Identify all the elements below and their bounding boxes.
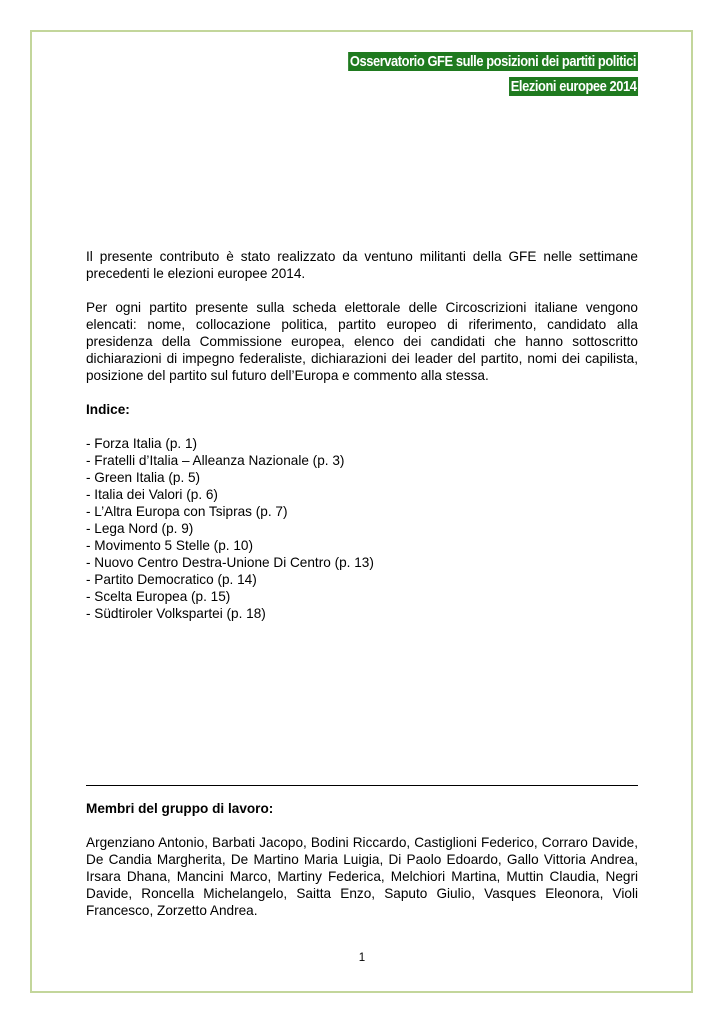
index-item: - Italia dei Valori (p. 6) (86, 487, 218, 502)
index-heading: Indice: (86, 402, 130, 417)
members-names: Argenziano Antonio, Barbati Jacopo, Bodini Riccardo, Castiglioni Federico, Corraro Davide, De Candia Margherita, De Martino Maria Luigia, Di Paolo Edoardo, Gallo Vittoria Andrea, Irsara Dhana, Mancini Marco, Martiny Federica, Melchiori Martina, Muttin Claudia, Negri Davide, Roncella Michelangelo, Saitta Enzo, Saputo Giulio, Vasques Eleonora, Violi Francesco, Zorzetto Andrea. (86, 835, 638, 918)
index-item: - L’Altra Europa con Tsipras (p. 7) (86, 504, 288, 519)
index-item: - Green Italia (p. 5) (86, 470, 201, 485)
index-item: - Lega Nord (p. 9) (86, 521, 194, 536)
index-item: - Nuovo Centro Destra-Unione Di Centro (p. 13) (86, 555, 374, 570)
section-divider (86, 785, 638, 786)
title-line-elections: Elezioni europee 2014 (510, 78, 637, 95)
document-title (301, 52, 638, 96)
index-item: - Partito Democratico (p. 14) (86, 572, 257, 587)
members-section (86, 800, 638, 919)
intro-paragraph: Il presente contributo è stato realizzato da ventuno militanti della GFE nelle settimane precedenti le elezioni europee 2014. (86, 249, 638, 281)
index-item: - Forza Italia (p. 1) (86, 436, 198, 451)
index-item: - Südtiroler Volkspartei (p. 18) (86, 606, 266, 621)
members-heading: Membri del gruppo di lavoro: (86, 801, 274, 816)
title-line-observatory: Osservatorio GFE sulle posizioni dei partiti politici (350, 53, 637, 70)
index-item: - Movimento 5 Stelle (p. 10) (86, 538, 253, 553)
index-list (86, 435, 638, 622)
index-item: - Fratelli d’Italia – Alleanza Nazionale (p. 3) (86, 453, 345, 468)
page-number: 1 (358, 952, 366, 964)
index-item: - Scelta Europea (p. 15) (86, 589, 231, 604)
description-paragraph: Per ogni partito presente sulla scheda elettorale delle Circoscrizioni italiane vengono elencati: nome, collocazione politica, partito europeo di riferimento, candidato alla presidenza della Commissione europea, elenco dei candidati che hanno sottoscritto dichiarazioni di impegno federaliste, dichiarazioni dei leader del partito, nomi dei capilista, posizione del partito sul futuro dell’Europa e commento alla stessa. (86, 300, 638, 383)
main-content (86, 248, 638, 622)
